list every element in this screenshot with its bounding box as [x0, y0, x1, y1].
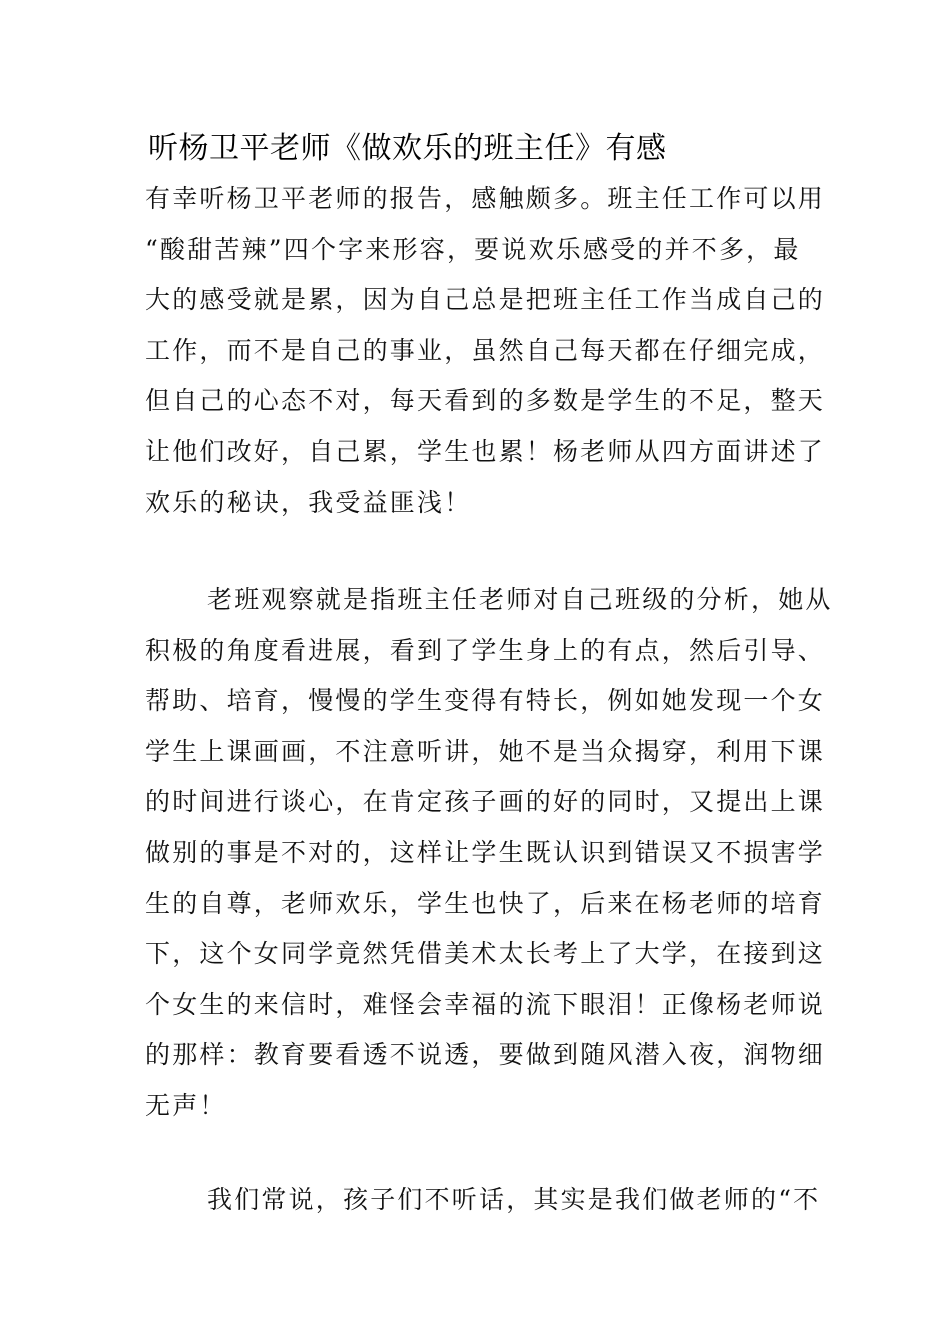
- paragraph-1: [145, 174, 826, 528]
- document-title: 听杨卫平老师《做欢乐的班主任》有感: [148, 131, 667, 166]
- text-line: 工作，而不是自己的事业，虽然自己每天都在仔细完成，: [145, 335, 826, 365]
- text-line: 学生上课画画，不注意听讲，她不是当众揭穿，利用下课: [145, 736, 826, 766]
- text-line: 我们常说，孩子们不听话，其实是我们做老师的“不: [207, 1185, 821, 1214]
- text-line: 让他们改好，自己累，学生也累！杨老师从四方面讲述了: [145, 436, 826, 466]
- text-line: 帮助、培育，慢慢的学生变得有特长，例如她发现一个女: [145, 686, 826, 716]
- text-line: 但自己的心态不对，每天看到的多数是学生的不足，整天: [145, 386, 826, 416]
- text-line: 无声！: [145, 1090, 227, 1120]
- text-line: 欢乐的秘诀，我受益匪浅！: [145, 487, 472, 517]
- text-line: 大的感受就是累，因为自己总是把班主任工作当成自己的: [145, 285, 826, 315]
- text-line: 做别的事是不对的，这样让学生既认识到错误又不损害学: [145, 837, 826, 867]
- text-line: 老班观察就是指班主任老师对自己班级的分析，她从: [207, 585, 833, 614]
- text-line: 下，这个女同学竟然凭借美术太长考上了大学，在接到这: [145, 939, 826, 969]
- text-line: 有幸听杨卫平老师的报告，感触颇多。班主任工作可以用: [145, 184, 826, 213]
- text-line: 的那样：教育要看透不说透，要做到随风潜入夜，润物细: [145, 1040, 826, 1070]
- text-line: 积极的角度看进展，看到了学生身上的有点，然后引导、: [145, 635, 826, 665]
- text-line: 个女生的来信时，难怪会幸福的流下眼泪！正像杨老师说: [145, 989, 826, 1019]
- paragraph-3: [145, 1175, 821, 1226]
- text-line: 的时间进行谈心，在肯定孩子画的好的同时，又提出上课: [145, 787, 826, 817]
- text-line: “酸甜苦辣”四个字来形容，要说欢乐感受的并不多，最: [145, 234, 801, 264]
- text-line: 生的自尊，老师欢乐，学生也快了，后来在杨老师的培育: [145, 888, 826, 918]
- paragraph-2: [145, 575, 833, 1132]
